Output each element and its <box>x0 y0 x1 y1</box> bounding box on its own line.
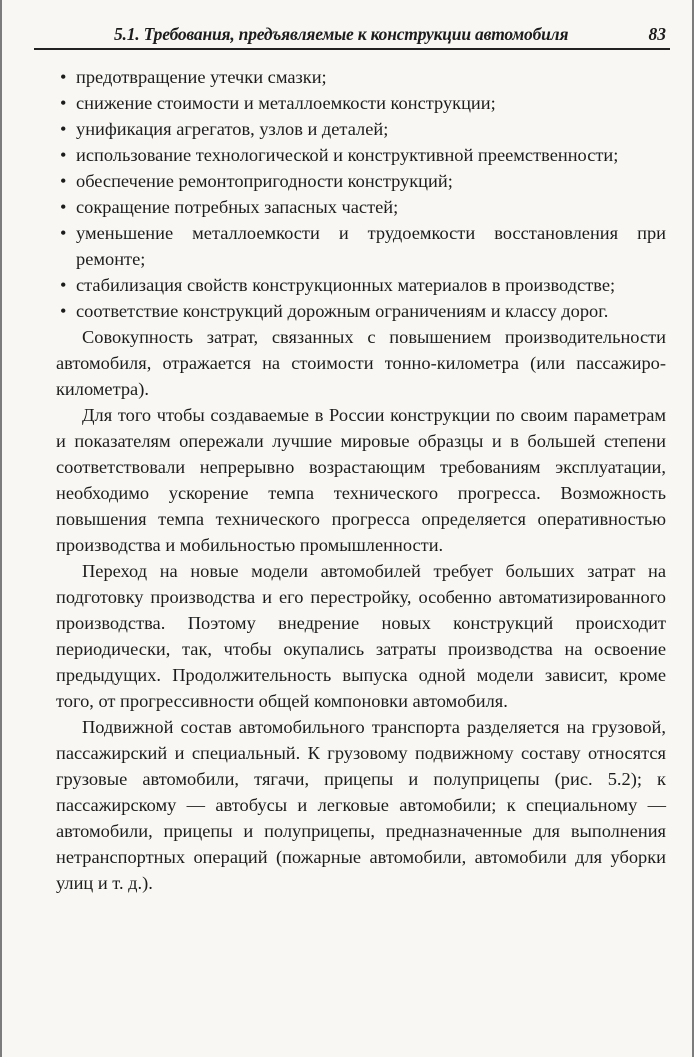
list-item: • стабилизация свойств конструкционных материалов в производстве; <box>56 272 666 298</box>
list-item: • снижение стоимости и металлоемкости конструкции; <box>56 90 666 116</box>
paragraph: Для того чтобы создаваемые в России конструкции по своим параметрам и показателям опережали лучшие мировые образцы и в большей степени соответствовали непрерывно возрастающим требованиям эксплуатации, необходимо ускорение темпа технического прогресса. Возможность повышения темпа технического прогресса определяется оперативностью производства и мобильностью промышленности. <box>56 405 666 555</box>
requirements-list <box>56 64 666 324</box>
paragraph: Совокупность затрат, связанных с повышением производительности автомобиля, отражается на стоимости тонно-километра (или пассажиро-километра). <box>56 327 666 399</box>
list-item: • предотвращение утечки смазки; <box>56 64 666 90</box>
header-title: 5.1. Требования, предъявляемые к конструкции автомобиля <box>114 24 569 44</box>
list-item: • обеспечение ремонтопригодности конструкций; <box>56 168 666 194</box>
list-item: • унификация агрегатов, узлов и деталей; <box>56 116 666 142</box>
paragraph: Подвижной состав автомобильного транспорта разделяется на грузовой, пассажирский и специальный. К грузовому подвижному составу относятся грузовые автомобили, тягачи, прицепы и полуприцепы (рис. 5.2); к пассажирскому — автобусы и легковые автомобили; к специальному — автомобили, прицепы и полуприцепы, предназначенные для выполнения нетранспортных операций (пожарные автомобили, автомобили для уборки улиц и т. д.). <box>56 717 666 893</box>
page-body <box>56 64 666 896</box>
running-header <box>34 22 670 50</box>
list-item: • уменьшение металлоемкости и трудоемкости восстановления при ремонте; <box>56 220 666 272</box>
list-item: • соответствие конструкций дорожным ограничениям и классу дорог. <box>56 298 666 324</box>
page-number: 83 <box>648 24 666 44</box>
list-item: • использование технологической и конструктивной преемственности; <box>56 142 666 168</box>
list-item: • сокращение потребных запасных частей; <box>56 194 666 220</box>
paragraph: Переход на новые модели автомобилей требует больших затрат на подготовку производства и его перестройку, особенно автоматизированного производства. Поэтому внедрение новых конструкций происходит периодически, так, чтобы окупались затраты производства на освоение предыдущих. Продолжительность выпуска одной модели зависит, кроме того, от прогрессивности общей компоновки автомобиля. <box>56 561 666 711</box>
